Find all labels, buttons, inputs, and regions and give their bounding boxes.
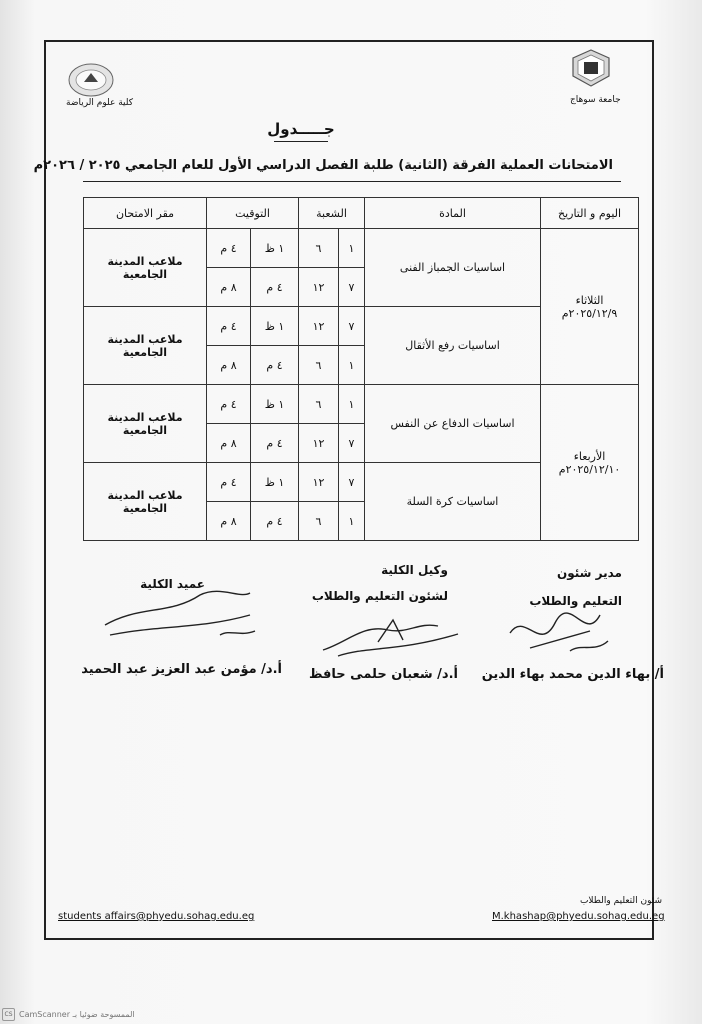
exam-schedule-subtitle: الامتحانات العملية الفرقة (الثانية) طلبة الفصل الدراسي الأول للعام الجامعي ٢٠٢٥ / ٢٠٢٦م	[33, 158, 613, 173]
subtitle-underline	[83, 181, 621, 182]
university-emblem-icon	[569, 48, 613, 88]
venue-cell: ملاعب المدينة الجامعية	[84, 463, 207, 541]
signature-right-block	[529, 566, 622, 608]
camscanner-icon: CS	[2, 1008, 15, 1021]
section-to: ١٢	[299, 307, 339, 346]
section-from: ١	[339, 502, 365, 541]
university-caption: جامعة سوهاج	[570, 95, 621, 105]
section-from: ٧	[339, 424, 365, 463]
subject-cell: اساسيات كرة السلة	[365, 463, 541, 541]
time-end: ٤ م	[207, 229, 251, 268]
signature-left-name: أ.د/ مؤمن عبد العزيز عبد الحميد	[81, 662, 282, 677]
signature-middle-scribble	[318, 612, 468, 662]
table-row	[84, 229, 639, 268]
section-from: ٧	[339, 307, 365, 346]
section-from: ١	[339, 385, 365, 424]
signature-right-name: أ/ بهاء الدين محمد بهاء الدين	[481, 667, 664, 682]
time-start: ١ ظ	[251, 307, 299, 346]
exam-date: ٢٠٢٥/١٢/١٠م	[558, 462, 621, 476]
page-title: جـــــدول	[267, 120, 335, 138]
time-start: ٤ م	[251, 268, 299, 307]
day-name: الأربعاء	[573, 449, 606, 463]
section-to: ١٢	[299, 424, 339, 463]
header-day-date: اليوم و التاريخ	[541, 198, 639, 229]
section-to: ٦	[299, 502, 339, 541]
section-from: ٧	[339, 268, 365, 307]
venue-cell: ملاعب المدينة الجامعية	[84, 307, 207, 385]
signature-left-scribble	[100, 585, 260, 645]
camscanner-text: CamScanner الممسوحة ضوئيا بـ	[19, 1010, 135, 1019]
header-timing: التوقيت	[207, 198, 299, 229]
time-end: ٨ م	[207, 424, 251, 463]
time-end: ٤ م	[207, 307, 251, 346]
signature-left-title1: عميد الكلية	[140, 577, 205, 591]
signature-right-scribble	[500, 603, 620, 663]
day-name: الثلاثاء	[575, 293, 604, 307]
time-end: ٤ م	[207, 463, 251, 502]
email-students-affairs-link[interactable]: students affairs@phyedu.sohag.edu.eg	[58, 911, 255, 922]
exam-date: ٢٠٢٥/١٢/٩م	[561, 306, 618, 320]
signature-right-title1: مدير شئون	[557, 566, 622, 580]
signature-middle-name: أ.د/ شعبان حلمى حافظ	[308, 667, 458, 682]
venue-cell: ملاعب المدينة الجامعية	[84, 229, 207, 307]
section-to: ٦	[299, 229, 339, 268]
section-to: ١٢	[299, 463, 339, 502]
time-start: ١ ظ	[251, 385, 299, 424]
section-to: ٦	[299, 385, 339, 424]
section-from: ١	[339, 346, 365, 385]
camscanner-watermark	[2, 1008, 135, 1021]
time-start: ١ ظ	[251, 463, 299, 502]
faculty-logo	[66, 60, 116, 100]
subject-cell: اساسيات رفع الأثقال	[365, 307, 541, 385]
signature-middle-block	[312, 563, 448, 603]
section-to: ١٢	[299, 268, 339, 307]
exam-schedule-table	[83, 197, 639, 541]
table-row	[84, 385, 639, 424]
signature-right-title2: التعليم والطلاب	[529, 594, 622, 608]
section-to: ٦	[299, 346, 339, 385]
title-underline	[274, 141, 328, 142]
subject-cell: اساسيات الجمباز الفنى	[365, 229, 541, 307]
time-end: ٨ م	[207, 346, 251, 385]
time-end: ٨ م	[207, 268, 251, 307]
signature-middle-title1: وكيل الكلية	[381, 563, 448, 577]
time-start: ١ ظ	[251, 229, 299, 268]
table-header-row	[84, 198, 639, 229]
university-logo	[566, 48, 616, 88]
time-start: ٤ م	[251, 424, 299, 463]
footer-department: شئون التعليم والطلاب	[579, 896, 662, 906]
section-from: ٧	[339, 463, 365, 502]
time-start: ٤ م	[251, 346, 299, 385]
header-section: الشعبة	[299, 198, 365, 229]
email-khashap-link[interactable]: M.khashap@phyedu.sohag.edu.eg	[492, 911, 665, 922]
header-subject: المادة	[365, 198, 541, 229]
section-from: ١	[339, 229, 365, 268]
time-end: ٤ م	[207, 385, 251, 424]
subject-cell: اساسيات الدفاع عن النفس	[365, 385, 541, 463]
time-start: ٤ م	[251, 502, 299, 541]
day-cell	[541, 385, 639, 541]
faculty-caption: كلية علوم الرياضة	[66, 98, 134, 108]
faculty-emblem-icon	[67, 62, 115, 98]
signature-middle-title2: لشئون التعليم والطلاب	[311, 589, 448, 603]
time-end: ٨ م	[207, 502, 251, 541]
venue-cell: ملاعب المدينة الجامعية	[84, 385, 207, 463]
day-cell	[541, 229, 639, 385]
header-venue: مقر الامتحان	[84, 198, 207, 229]
